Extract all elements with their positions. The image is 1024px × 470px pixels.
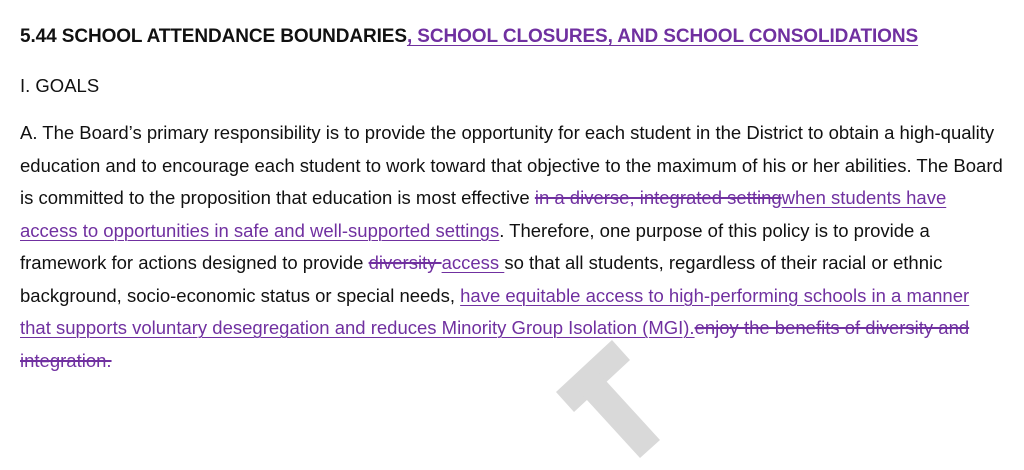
deleted-text: enjoy the benefits of diversity and integration. [20,317,970,371]
deleted-text: diversity [368,252,442,273]
title-main: 5.44 SCHOOL ATTENDANCE BOUNDARIES [20,26,407,47]
paragraph-text: . Therefore, one purpose of this policy is to provide a framework for actions designed to provide [20,219,930,273]
paragraph-text: so that all students, regardless of their racial or ethnic background, socio-economic status or special needs, [20,252,943,306]
inserted-text: when students have access to opportunities in safe and well-supported settings [20,187,947,241]
policy-title [20,26,918,48]
title-inserted-text: , SCHOOL CLOSURES, AND SCHOOL CONSOLIDATIONS [406,26,919,47]
section-heading-goals: I. GOALS [20,75,100,96]
paragraph-text: A. The Board’s primary responsibility is to provide the opportunity for each student in the District to obtain a high-quality education and to encourage each student to work toward that objective to the maximum of his or her abilities. The Board is committed to the proposition that education is most effective [20,122,1003,208]
deleted-text: in a diverse, integrated setting [534,187,782,208]
inserted-text: have equitable access to high-performing schools in a manner that supports voluntary desegregation and reduces Minority Group Isolation (MGI). [20,284,970,338]
inserted-text: access [441,252,505,273]
goals-paragraph-a [20,117,1005,377]
